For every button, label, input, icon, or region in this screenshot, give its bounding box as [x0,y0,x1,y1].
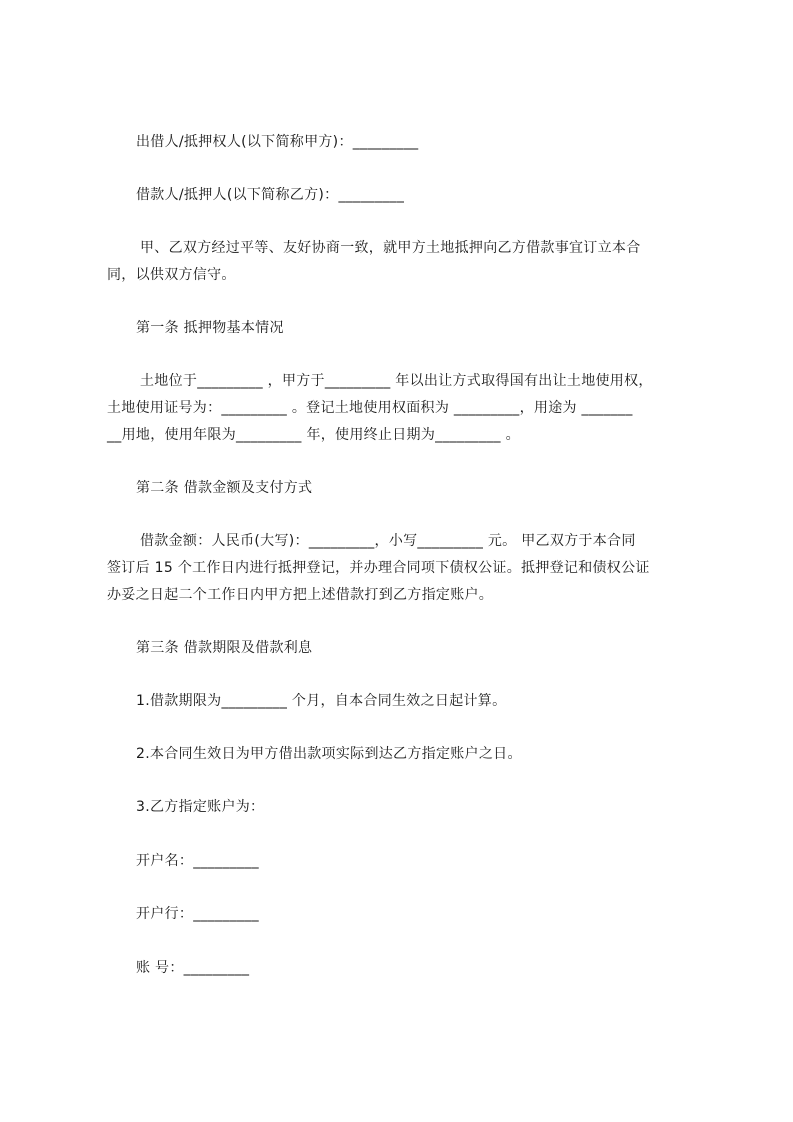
article2-line-1: 借款金额：人民币(大写)：_________，小写_________ 元。 甲乙双方于本合同 [140,533,636,549]
account-name-line: 开户名：_________ [136,853,259,869]
borrower-line: 借款人/抵押人(以下简称乙方)：_________ [136,187,405,203]
article2-title: 第二条 借款金额及支付方式 [136,480,313,496]
article1-line-2: 土地使用证号为：_________ 。登记土地使用权面积为 _________，用途为 _______ [107,400,633,416]
article1-line-1: 土地位于_________ ，甲方于_________ 年以出让方式取得国有出让土地使用权， [140,373,653,389]
lender-line: 出借人/抵押权人(以下简称甲方)：_________ [136,134,419,150]
article3-item-3: 3.乙方指定账户为： [136,799,265,815]
article2-line-3: 办妥之日起二个工作日内甲方把上述借款打到乙方指定账户。 [107,587,494,603]
preamble-line-2: 同，以供双方信守。 [107,267,236,283]
article2-line-2: 签订后 15 个工作日内进行抵押登记，并办理合同项下债权公证。抵押登记和债权公证 [107,560,650,576]
article1-line-3: __用地，使用年限为_________ 年，使用终止日期为_________ 。 [107,427,520,443]
article3-item-1: 1.借款期限为_________ 个月，自本合同生效之日起计算。 [136,693,507,709]
article3-title: 第三条 借款期限及借款利息 [136,640,313,656]
bank-line: 开户行：_________ [136,906,259,922]
preamble-line-1: 甲、乙双方经过平等、友好协商一致，就甲方土地抵押向乙方借款事宜订立本合 [140,240,641,256]
article3-item-2: 2.本合同生效日为甲方借出款项实际到达乙方指定账户之日。 [136,746,522,762]
account-number-line: 账 号：_________ [136,960,250,976]
article1-title: 第一条 抵押物基本情况 [136,320,284,336]
